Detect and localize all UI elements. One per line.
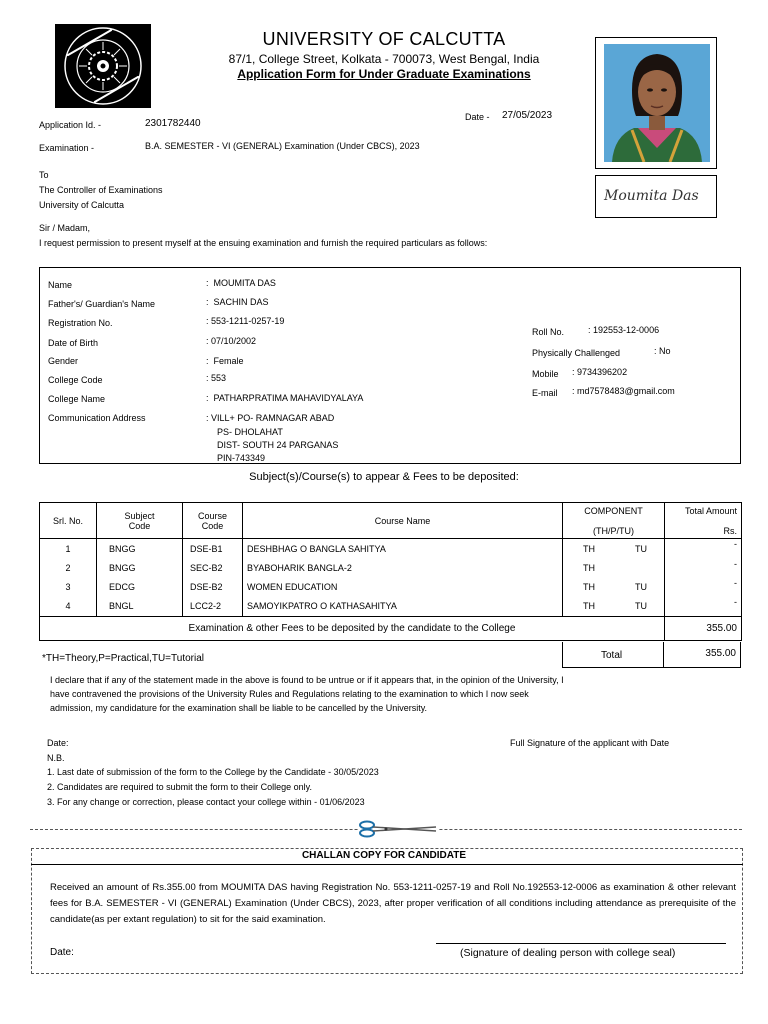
application-id-value: 2301782440: [145, 118, 201, 129]
candidate-signature-box: [595, 175, 717, 218]
component-legend: *TH=Theory,P=Practical,TU=Tutorial: [42, 653, 204, 664]
form-title: Application Form for Under Graduate Examinations: [237, 67, 531, 81]
address-line-ps: PS- DHOLAHAT: [217, 427, 283, 437]
registration-label: Registration No.: [48, 318, 113, 328]
fees-label: Examination & other Fees to be deposited by the candidate to the College: [40, 617, 665, 641]
row-subject: EDCG: [97, 578, 183, 597]
subjects-title: Subject(s)/Course(s) to appear & Fees to be deposited:: [249, 471, 519, 483]
header-total: Total Amount Rs.: [665, 503, 742, 539]
roll-label: Roll No.: [532, 327, 565, 337]
address-label: Communication Address: [48, 413, 146, 423]
scissors-icon: [358, 820, 438, 838]
candidate-photo: [604, 44, 710, 162]
candidate-signature: Moumita Das: [604, 188, 699, 204]
dob-label: Date of Birth: [48, 338, 99, 348]
date-label: Date -: [465, 112, 490, 122]
candidate-details-box: [39, 267, 741, 464]
table-row: [40, 578, 742, 597]
declaration-line-2: have contravened the provisions of the University Rules and Regulations relating to the examination to which I now seek: [50, 689, 529, 699]
row-amount: -: [665, 559, 742, 578]
row-srl: 2: [40, 559, 97, 578]
college-code-value: : 553: [206, 373, 227, 383]
row-srl: 1: [40, 539, 97, 559]
address-line-dist: DIST- SOUTH 24 PARGANAS: [217, 440, 339, 450]
subjects-header-row: [40, 503, 742, 539]
row-component: TH TU: [563, 597, 665, 617]
footer-date-label: Date:: [47, 738, 69, 748]
row-component: TH TU: [563, 578, 665, 597]
name-value: : MOUMITA DAS: [206, 278, 276, 288]
to-label: To: [39, 170, 49, 180]
mobile-label: Mobile: [532, 369, 559, 379]
row-srl: 4: [40, 597, 97, 617]
row-component: TH: [563, 559, 665, 578]
examination-value: B.A. SEMESTER - VI (GENERAL) Examination (Under CBCS), 2023: [145, 141, 420, 151]
date-value: 27/05/2023: [502, 110, 553, 121]
table-row: [40, 597, 742, 617]
header-course-code: Course Code: [183, 503, 243, 539]
header-subject-code: Subject Code: [97, 503, 183, 539]
fees-row: [40, 617, 742, 641]
college-name-value: : PATHARPRATIMA MAHAVIDYALAYA: [206, 393, 364, 403]
table-row: [40, 539, 742, 559]
university-address: 87/1, College Street, Kolkata - 700073, West Bengal, India: [228, 52, 540, 66]
salutation: Sir / Madam,: [39, 223, 91, 233]
nb-label: N.B.: [47, 753, 65, 763]
row-amount: -: [665, 539, 742, 559]
university-title: UNIVERSITY OF CALCUTTA: [262, 29, 506, 49]
declaration-line-3: admission, my candidature for the examination shall be liable to be cancelled by the University.: [50, 703, 428, 713]
total-label: Total: [601, 650, 623, 661]
row-subject: BNGL: [97, 597, 183, 617]
address-line-pin: PIN-743349: [217, 453, 266, 463]
email-label: E-mail: [532, 388, 558, 398]
row-amount: -: [665, 597, 742, 617]
gender-value: : Female: [206, 356, 244, 366]
row-course-name: DESHBHAG O BANGLA SAHITYA: [243, 539, 563, 559]
total-label-cell: [562, 642, 664, 668]
registration-value: : 553-1211-0257-19: [206, 316, 285, 326]
challan-body: Received an amount of Rs.355.00 from MOUMITA DAS having Registration No. 553-1211-0257-19 and Roll No.192553-12-0006 as examination & other relevant fees for B.A. SEMESTER - VI (GENERAL) Examination (Under CBCS), 2023, after proper verification of all conditions including attendance as prerequisite of the candidate(as per extant regulation) to sit for the said examination.: [50, 882, 736, 925]
note-2: 2. Candidates are required to submit the form to their College only.: [47, 782, 312, 792]
address-value: : VILL+ PO- RAMNAGAR ABAD: [206, 413, 335, 423]
challan-title-divider: [31, 864, 743, 865]
physically-challenged-label: Physically Challenged: [532, 348, 621, 358]
challan-title: CHALLAN COPY FOR CANDIDATE: [301, 850, 467, 861]
university-line: University of Calcutta: [39, 200, 125, 210]
roll-value: : 192553-12-0006: [588, 325, 660, 335]
total-amount-cell: [663, 642, 741, 668]
row-course-name: BYABOHARIK BANGLA-2: [243, 559, 563, 578]
header-srl: Srl. No.: [40, 503, 97, 539]
challan-signature-label: (Signature of dealing person with college seal): [460, 947, 676, 959]
email-value: : md7578483@gmail.com: [572, 386, 675, 396]
row-course-name: SAMOYIKPATRO O KATHASAHITYA: [243, 597, 563, 617]
name-label: Name: [48, 280, 73, 290]
examination-label: Examination -: [39, 143, 95, 153]
fees-amount: 355.00: [665, 617, 742, 641]
row-course-name: WOMEN EDUCATION: [243, 578, 563, 597]
row-subject: BNGG: [97, 539, 183, 559]
physically-challenged-value: : No: [654, 346, 671, 356]
row-subject: BNGG: [97, 559, 183, 578]
table-row: [40, 559, 742, 578]
note-1: 1. Last date of submission of the form to the College by the Candidate - 30/05/2023: [47, 767, 379, 777]
header-course-name: Course Name: [243, 503, 563, 539]
application-id-label: Application Id. -: [39, 120, 102, 130]
row-srl: 3: [40, 578, 97, 597]
row-component: TH TU: [563, 539, 665, 559]
mobile-value: : 9734396202: [572, 367, 628, 377]
dob-value: : 07/10/2002: [206, 336, 257, 346]
controller-line: The Controller of Examinations: [39, 185, 163, 195]
row-course-code: SEC-B2: [183, 559, 243, 578]
declaration-line-1: I declare that if any of the statement made in the above is found to be untrue or if it appears that, in the opinion of the University, I: [50, 675, 564, 685]
college-name-label: College Name: [48, 394, 106, 404]
challan-signature-line: [436, 943, 726, 944]
applicant-signature-label: Full Signature of the applicant with Date: [510, 738, 670, 748]
row-course-code: DSE-B2: [183, 578, 243, 597]
college-code-label: College Code: [48, 375, 103, 385]
guardian-value: : SACHIN DAS: [206, 297, 269, 307]
challan-date-label: Date:: [50, 947, 74, 958]
request-text: I request permission to present myself at the ensuing examination and furnish the required particulars as follows:: [39, 238, 488, 248]
row-course-code: LCC2-2: [183, 597, 243, 617]
gender-label: Gender: [48, 356, 79, 366]
row-course-code: DSE-B1: [183, 539, 243, 559]
subjects-table: [39, 502, 742, 641]
header-component: COMPONENT (TH/P/TU): [563, 503, 665, 539]
row-amount: -: [665, 578, 742, 597]
total-amount: 355.00: [705, 648, 736, 659]
note-3: 3. For any change or correction, please contact your college within - 01/06/2023: [47, 797, 365, 807]
guardian-label: Father's/ Guardian's Name: [48, 299, 155, 309]
candidate-photo-frame: [595, 37, 717, 169]
